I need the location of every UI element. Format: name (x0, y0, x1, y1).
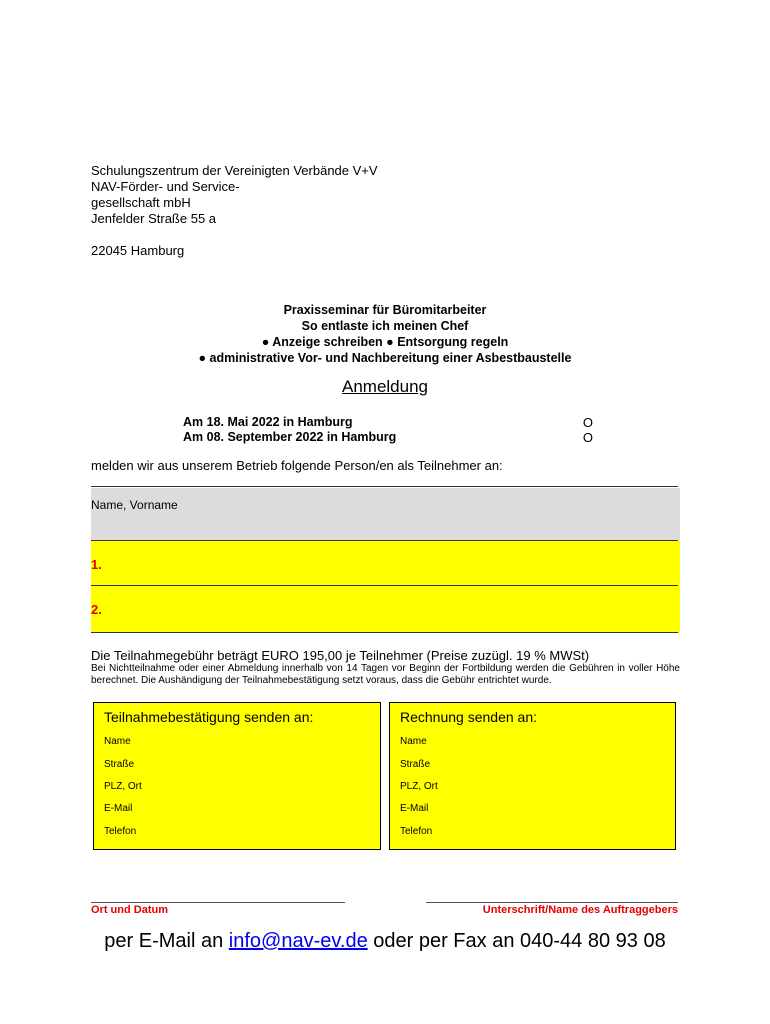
signature-label: Unterschrift/Name des Auftraggebers (482, 904, 678, 916)
participant-row-2-field[interactable] (91, 632, 678, 633)
participant-rows (91, 541, 680, 633)
address-line-4: Jenfelder Straße 55 a (91, 211, 217, 226)
address-line-3: gesellschaft mbH (91, 195, 191, 210)
fee-text: Die Teilnahmegebühr beträgt EURO 195,00 je Teilnehmer (Preise zuzügl. 19 % MWSt) (91, 648, 590, 663)
invoice-email-field[interactable]: E-Mail (400, 803, 429, 814)
signature-field[interactable] (426, 902, 678, 903)
confirmation-phone-field[interactable]: Telefon (104, 826, 137, 837)
participant-header-label: Name, Vorname (91, 498, 178, 512)
invoice-street-field[interactable]: Straße (400, 759, 431, 770)
date-option-1-label: Am 18. Mai 2022 in Hamburg (183, 415, 353, 429)
invoice-box-title: Rechnung senden an: (400, 709, 537, 725)
confirmation-city-field[interactable]: PLZ, Ort (104, 781, 142, 792)
seminar-topics-2: ● administrative Vor- und Nachbereitung einer Asbestbaustelle (198, 351, 572, 365)
place-date-field[interactable] (91, 902, 345, 903)
invoice-city-field[interactable]: PLZ, Ort (400, 781, 438, 792)
email-link[interactable]: info@nav-ev.de (228, 930, 368, 952)
participant-row-1-number: 1. (91, 557, 102, 572)
confirmation-name-field[interactable]: Name (104, 736, 131, 747)
confirmation-box-title: Teilnahmebestätigung senden an: (104, 709, 314, 725)
date-option-1-checkbox[interactable]: O (582, 415, 593, 430)
invoice-phone-field[interactable]: Telefon (400, 826, 433, 837)
seminar-title: Praxisseminar für Büromitarbeiter (283, 303, 487, 317)
address-spacer (91, 227, 378, 243)
confirmation-address-box[interactable] (93, 702, 381, 850)
date-option-2-checkbox[interactable]: O (582, 430, 593, 445)
address-line-1: Schulungszentrum der Vereinigten Verbände V+V (91, 163, 378, 178)
recipient-address (91, 163, 378, 259)
footer-prefix: per E-Mail an (104, 930, 229, 952)
place-date-label: Ort und Datum (91, 904, 168, 916)
invoice-address-box[interactable] (389, 702, 676, 850)
confirmation-street-field[interactable]: Straße (104, 759, 135, 770)
page-title (0, 377, 770, 397)
intro-text: melden wir aus unserem Betrieb folgende Person/en als Teilnehmer an: (91, 458, 503, 473)
fee-note: Bei Nichtteilnahme oder einer Abmeldung innerhalb von 14 Tagen vor Beginn der Fortbildung werden die Gebühren in voller Höhe berechnet. Die Aushändigung der Teilnahmebestätigung setzt voraus, dass die Gebühr entrichtet wurde. (91, 663, 680, 686)
address-line-2: NAV-Förder- und Service- (91, 179, 240, 194)
divider-line (91, 486, 678, 487)
seminar-info (0, 302, 770, 366)
participant-row-2-number: 2. (91, 602, 102, 617)
confirmation-email-field[interactable]: E-Mail (104, 803, 133, 814)
seminar-subtitle: So entlaste ich meinen Chef (301, 319, 469, 333)
footer-suffix: oder per Fax an 040-44 80 93 08 (367, 930, 666, 952)
date-option-2-label: Am 08. September 2022 in Hamburg (183, 430, 397, 444)
submission-instructions (0, 930, 770, 953)
page-title-text: Anmeldung (341, 377, 428, 396)
participant-header (91, 488, 680, 540)
participant-row-1-field[interactable] (91, 585, 678, 586)
address-city: 22045 Hamburg (91, 243, 185, 258)
seminar-topics-1: ● Anzeige schreiben ● Entsorgung regeln (261, 335, 509, 349)
invoice-name-field[interactable]: Name (400, 736, 427, 747)
